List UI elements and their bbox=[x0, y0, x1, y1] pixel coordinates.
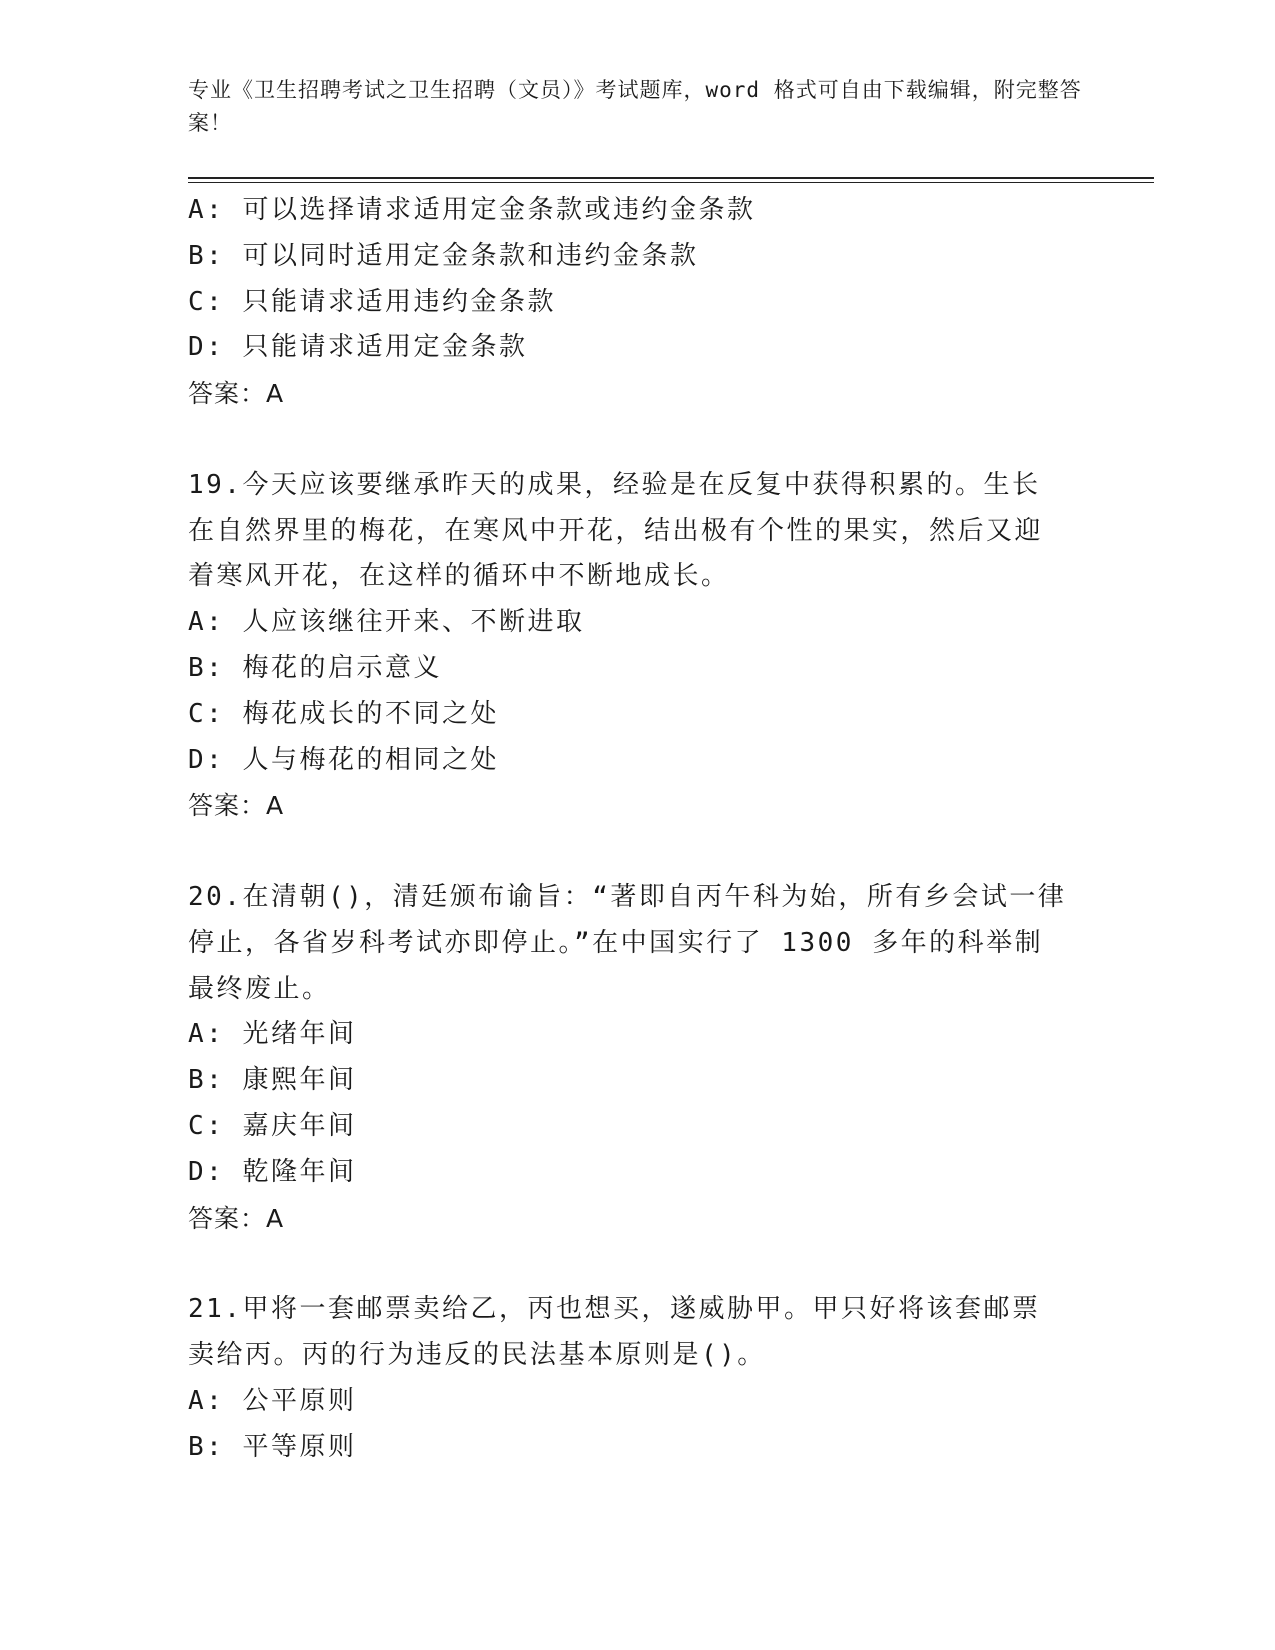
option-c: C: 只能请求适用违约金条款 bbox=[188, 286, 556, 317]
question-stem: 21.甲将一套邮票卖给乙，丙也想买，遂威胁甲。甲只好将该套邮票卖给丙。丙的行为违反的民法基本原则是()。 bbox=[188, 1294, 1041, 1370]
header-divider bbox=[188, 177, 1154, 183]
option-b: B: 平等原则 bbox=[188, 1431, 357, 1462]
question-19 bbox=[188, 463, 1088, 829]
document-body bbox=[188, 188, 1088, 1470]
option-d: D: 人与梅花的相同之处 bbox=[188, 744, 499, 775]
question-21 bbox=[188, 1287, 1088, 1470]
option-d: D: 乾隆年间 bbox=[188, 1156, 357, 1187]
option-d: D: 只能请求适用定金条款 bbox=[188, 332, 528, 363]
question-18 bbox=[188, 188, 1088, 417]
option-b: B: 康熙年间 bbox=[188, 1065, 357, 1096]
option-b: B: 梅花的启示意义 bbox=[188, 652, 442, 683]
option-a: A: 可以选择请求适用定金条款或违约金条款 bbox=[188, 195, 756, 225]
option-c: C: 梅花成长的不同之处 bbox=[188, 698, 499, 729]
question-stem: 19.今天应该要继承昨天的成果，经验是在反复中获得积累的。生长在自然界里的梅花，在寒风中开花，结出极有个性的果实，然后又迎着寒风开花，在这样的循环中不断地成长。 bbox=[188, 469, 1044, 592]
option-a: A: 光绪年间 bbox=[188, 1019, 357, 1050]
answer: 答案：A bbox=[188, 379, 285, 409]
answer: 答案：A bbox=[188, 791, 285, 821]
spacer bbox=[188, 1241, 1088, 1287]
spacer bbox=[188, 829, 1088, 875]
option-c: C: 嘉庆年间 bbox=[188, 1110, 357, 1141]
question-stem: 20.在清朝()，清廷颁布谕旨：“著即自丙午科为始，所有乡会试一律停止，各省岁科考试亦即停止。”在中国实行了 1300 多年的科举制最终废止。 bbox=[188, 881, 1067, 1004]
document-header: 专业《卫生招聘考试之卫生招聘（文员）》考试题库，word 格式可自由下载编辑，附完整答案！ bbox=[188, 78, 1082, 135]
spacer bbox=[188, 417, 1088, 463]
option-a: A: 人应该继往开来、不断进取 bbox=[188, 607, 585, 638]
answer: 答案：A bbox=[188, 1203, 285, 1233]
option-b: B: 可以同时适用定金条款和违约金条款 bbox=[188, 240, 699, 271]
question-20 bbox=[188, 875, 1088, 1241]
option-a: A: 公平原则 bbox=[188, 1385, 357, 1416]
